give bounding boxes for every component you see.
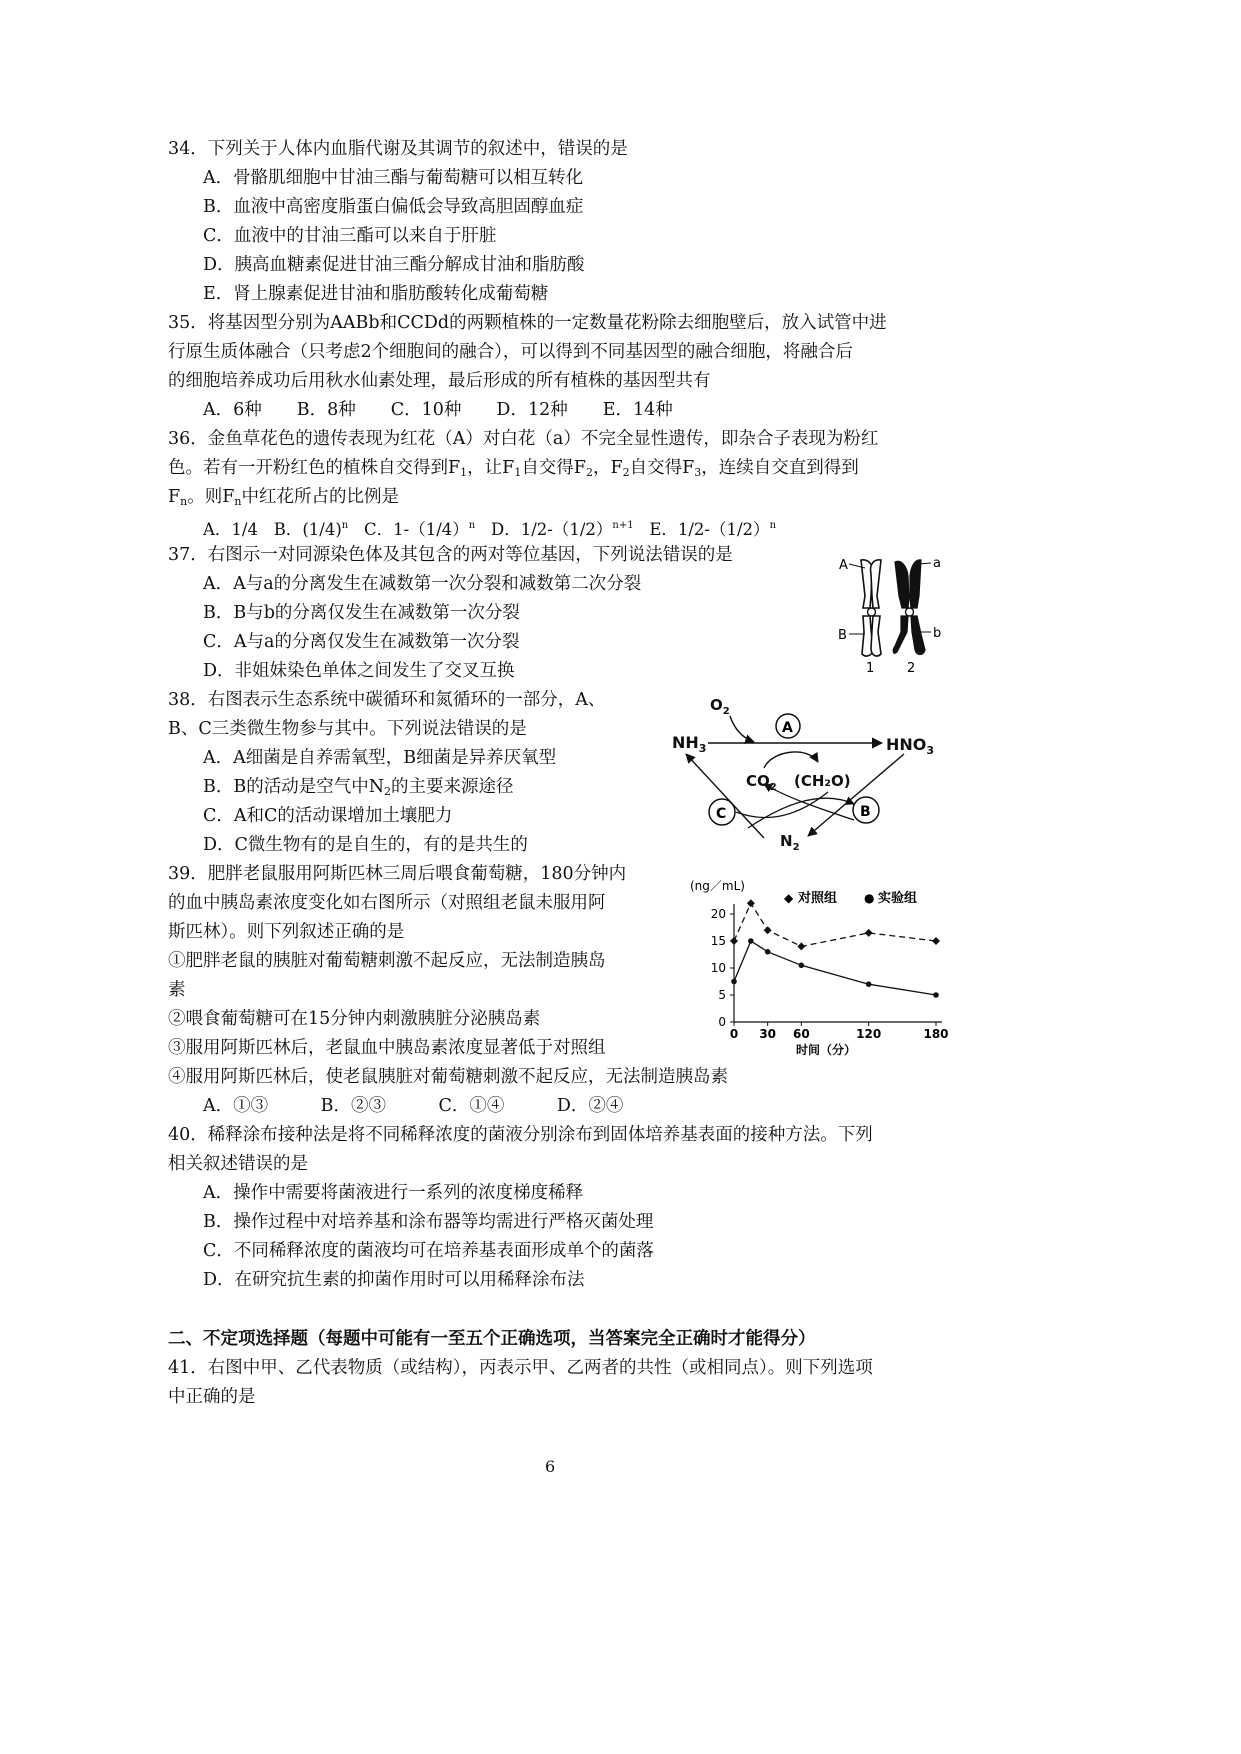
- microbe-b-label: B: [860, 804, 871, 820]
- chromatid-2a-lower: [893, 616, 908, 653]
- q36-text: 自交得F: [521, 458, 586, 478]
- q38-line-2: B、C三类微生物参与其中。下列说法错误的是: [168, 719, 527, 739]
- chromatid-2b-lower: [911, 616, 925, 655]
- q39-line-2: 的血中胰岛素浓度变化如右图所示（对照组老鼠未服用阿: [168, 893, 606, 913]
- legend-label: 实验组: [878, 891, 918, 906]
- microbe-c-label: C: [716, 806, 727, 822]
- x-tick-label: 60: [792, 1027, 810, 1041]
- subscript: 2: [384, 785, 392, 798]
- chromosome-number-2: 2: [907, 661, 916, 674]
- q38-option-b: [203, 775, 514, 804]
- q35-line-2: 行原生质体融合（只考虑2个细胞间的融合），可以得到不同基因型的融合细胞，将融合后: [168, 342, 853, 362]
- data-point-实验组: [765, 949, 771, 955]
- q38-text: 的主要来源途径: [391, 777, 514, 797]
- nitrogen-carbon-cycle-diagram: [668, 688, 948, 856]
- y-tick-label: 0: [718, 1015, 726, 1029]
- y-tick-label: 5: [718, 988, 726, 1002]
- data-point-实验组: [799, 963, 805, 969]
- data-point-对照组: [932, 937, 940, 945]
- q34-option-d: D．胰高血糖素促进甘油三酯分解成甘油和脂肪酸: [203, 255, 585, 275]
- q39-statement-1: ①肥胖老鼠的胰脏对葡萄糖刺激不起反应，无法制造胰岛: [168, 951, 606, 971]
- q36-line-3: [168, 485, 399, 514]
- q38-option-c: C．A和C的活动课增加土壤肥力: [203, 806, 453, 826]
- series-line-实验组: [734, 941, 936, 995]
- x-tick-label: 120: [856, 1027, 882, 1041]
- insulin-chart: [688, 876, 958, 1058]
- superscript: n: [769, 520, 777, 531]
- q40-line-2: 相关叙述错误的是: [168, 1154, 308, 1174]
- gene-label-B: B: [838, 628, 847, 643]
- legend-label: 对照组: [798, 891, 838, 906]
- q39-statement-1-cont: 素: [168, 980, 186, 1000]
- gene-label-A: A: [839, 558, 848, 573]
- q37-option-d: D．非姐妹染色单体之间发生了交叉互换: [203, 661, 515, 681]
- subscript: 2: [622, 466, 630, 479]
- data-point-实验组: [866, 981, 872, 987]
- y-tick-label: 10: [710, 961, 726, 975]
- hno3-to-n2-arrow: [808, 754, 904, 836]
- gene-label-b: b: [933, 626, 942, 641]
- q40-option-c: C．不同稀释浓度的菌液均可在培养基表面形成单个的菌落: [203, 1241, 654, 1261]
- hno3-label: $HNO_3$: [886, 735, 935, 757]
- q39-statement-4: ④服用阿斯匹林后，使老鼠胰脏对葡萄糖刺激不起反应，无法制造胰岛素: [168, 1067, 728, 1087]
- y-tick-label: 20: [710, 907, 726, 921]
- legend-marker: ●: [864, 891, 875, 905]
- q36-line-1: 36．金鱼草花色的遗传表现为红花（A）对白花（a）不完全显性遗传，即杂合子表现为粉红: [168, 429, 879, 449]
- nh3-label: $NH_3$: [672, 733, 707, 755]
- chromatid-1b-upper: [871, 560, 881, 608]
- q39-line-1: 39．肥胖老鼠服用阿斯匹林三周后喂食葡萄糖，180分钟内: [168, 864, 627, 884]
- q36-text: F: [168, 487, 181, 507]
- section-2-heading: 二、不定项选择题（每题中可能有一至五个正确选项，当答案完全正确时才能得分）: [168, 1329, 816, 1349]
- q39-options: A．①③ B．②③ C．①④ D．②④: [203, 1096, 624, 1116]
- data-point-实验组: [748, 938, 754, 944]
- q36-line-2: [168, 456, 859, 485]
- centromere-1: [868, 608, 876, 616]
- superscript: n: [468, 520, 476, 531]
- subscript: 1: [514, 466, 522, 479]
- q39-statement-2: ②喂食葡萄糖可在15分钟内刺激胰脏分泌胰岛素: [168, 1009, 541, 1029]
- q40-option-b: B．操作过程中对培养基和涂布器等均需进行严格灭菌处理: [203, 1212, 654, 1232]
- q36-option-b: B．(1/4): [273, 520, 342, 539]
- data-point-实验组: [731, 979, 737, 985]
- subscript: n: [234, 495, 242, 508]
- microbe-a-label: A: [782, 720, 793, 736]
- q40-line-1: 40．稀释涂布接种法是将不同稀释浓度的菌液分别涂布到固体培养基表面的接种方法。下列: [168, 1125, 873, 1145]
- q34-option-a: A．骨骼肌细胞中甘油三酯与葡萄糖可以相互转化: [203, 168, 584, 188]
- q36-options: [203, 514, 776, 542]
- chart-series: [730, 899, 940, 998]
- q39-line-3: 斯匹林）。则下列叙述正确的是: [168, 922, 405, 942]
- y-tick-label: 15: [710, 934, 726, 948]
- q36-text: 色。若有一开粉红色的植株自交得到F: [168, 458, 461, 478]
- chart-axes: [734, 904, 942, 1022]
- chromatid-1b-lower: [871, 616, 881, 656]
- q37-option-c: C．A与a的分离仅发生在减数第一次分裂: [203, 632, 520, 652]
- y-axis-label: (ng／mL): [690, 879, 745, 893]
- q41-line-2: 中正确的是: [168, 1387, 256, 1407]
- q38-line-1: 38．右图表示生态系统中碳循环和氮循环的一部分，A、: [168, 690, 606, 710]
- subscript: 3: [694, 466, 702, 479]
- q36-option-c: C．1-（1/4）: [364, 520, 469, 539]
- ch2o-to-c-curve: [736, 792, 828, 818]
- q38-option-d: D．C微生物有的是自生的，有的是共生的: [203, 835, 528, 855]
- co2-label: $CO_2$: [746, 772, 777, 793]
- subscript: 2: [585, 466, 593, 479]
- q34-option-c: C．血液中的甘油三酯可以来自于肝脏: [203, 226, 497, 246]
- chromatid-2a-upper: [895, 561, 909, 608]
- series-line-对照组: [734, 903, 936, 946]
- q36-text: 中红花所占的比例是: [241, 487, 399, 507]
- q36-text: ，让F: [467, 458, 515, 478]
- legend-marker: ◆: [784, 891, 794, 905]
- x-tick-label: 180: [923, 1027, 949, 1041]
- q36-text: 。则F: [187, 487, 235, 507]
- data-point-实验组: [933, 992, 939, 998]
- q40-option-d: D．在研究抗生素的抑菌作用时可以用稀释涂布法: [203, 1270, 585, 1290]
- centromere-2: [906, 608, 914, 616]
- data-point-对照组: [797, 942, 805, 950]
- subscript: n: [180, 495, 188, 508]
- q37-option-a: A．A与a的分离发生在减数第一次分裂和减数第二次分裂: [203, 574, 642, 594]
- data-point-对照组: [764, 926, 772, 934]
- q34-option-b: B．血液中高密度脂蛋白偏低会导致高胆固醇血症: [203, 197, 584, 217]
- superscript: n+1: [612, 520, 634, 531]
- q35-line-1: 35．将基因型分别为AABb和CCDd的两颗植株的一定数量花粉除去细胞壁后，放入试管中进: [168, 313, 887, 333]
- ch2o-label: (CH₂O): [794, 772, 851, 790]
- page-number: 6: [545, 1457, 556, 1476]
- x-axis-label: 时间（分）: [796, 1043, 857, 1057]
- x-tick-label: 0: [729, 1027, 739, 1041]
- q40-option-a: A．操作中需要将菌液进行一系列的浓度梯度稀释: [203, 1183, 584, 1203]
- q36-text: ，F: [592, 458, 623, 478]
- chromatid-2b-upper: [910, 560, 921, 608]
- q36-option-d: D．1/2-（1/2）: [490, 520, 613, 539]
- q37-option-b: B．B与b的分离仅发生在减数第一次分裂: [203, 603, 520, 623]
- q34-option-e: E．肾上腺素促进甘油和脂肪酸转化成葡萄糖: [203, 284, 549, 304]
- q37-stem: 37．右图示一对同源染色体及其包含的两对等位基因，下列说法错误的是: [168, 545, 733, 565]
- x-tick-label: 30: [759, 1027, 777, 1041]
- chart-legend: [784, 890, 917, 906]
- chart-ticks: [711, 907, 949, 1041]
- o2-label: $O_2$: [710, 696, 730, 717]
- data-point-对照组: [747, 899, 755, 907]
- data-point-对照组: [730, 937, 738, 945]
- data-point-对照组: [865, 929, 873, 937]
- superscript: n: [341, 520, 349, 531]
- subscript: 1: [460, 466, 468, 479]
- n2-label: $N_2$: [780, 832, 800, 853]
- q38-option-a: A．A细菌是自养需氧型，B细菌是异养厌氧型: [203, 748, 557, 768]
- q35-options: A．6种 B．8种 C．10种 D．12种 E．14种: [203, 400, 673, 420]
- ch2o-to-b-arrow: [748, 798, 854, 828]
- o2-arrow: [730, 716, 754, 742]
- q39-statement-3: ③服用阿斯匹林后，老鼠血中胰岛素浓度显著低于对照组: [168, 1038, 606, 1058]
- q36-text: ，连续自交直到得到: [701, 458, 859, 478]
- chromosome-number-1: 1: [866, 661, 875, 674]
- q36-option-a: A．1/4: [203, 520, 258, 539]
- q41-line-1: 41．右图中甲、乙代表物质（或结构），丙表示甲、乙两者的共性（或相同点）。则下列选项: [168, 1358, 873, 1378]
- q35-line-3: 的细胞培养成功后用秋水仙素处理，最后形成的所有植株的基因型共有: [168, 371, 711, 391]
- q34-stem: 34．下列关于人体内血脂代谢及其调节的叙述中，错误的是: [168, 139, 628, 159]
- q36-text: 自交得F: [629, 458, 695, 478]
- chromosome-figure: [835, 552, 945, 674]
- q38-text: B．B的活动是空气中N: [203, 777, 385, 797]
- co2-to-ch2o-arrow: [764, 752, 818, 768]
- gene-label-a: a: [933, 556, 941, 571]
- q36-option-e: E．1/2-（1/2）: [649, 520, 770, 539]
